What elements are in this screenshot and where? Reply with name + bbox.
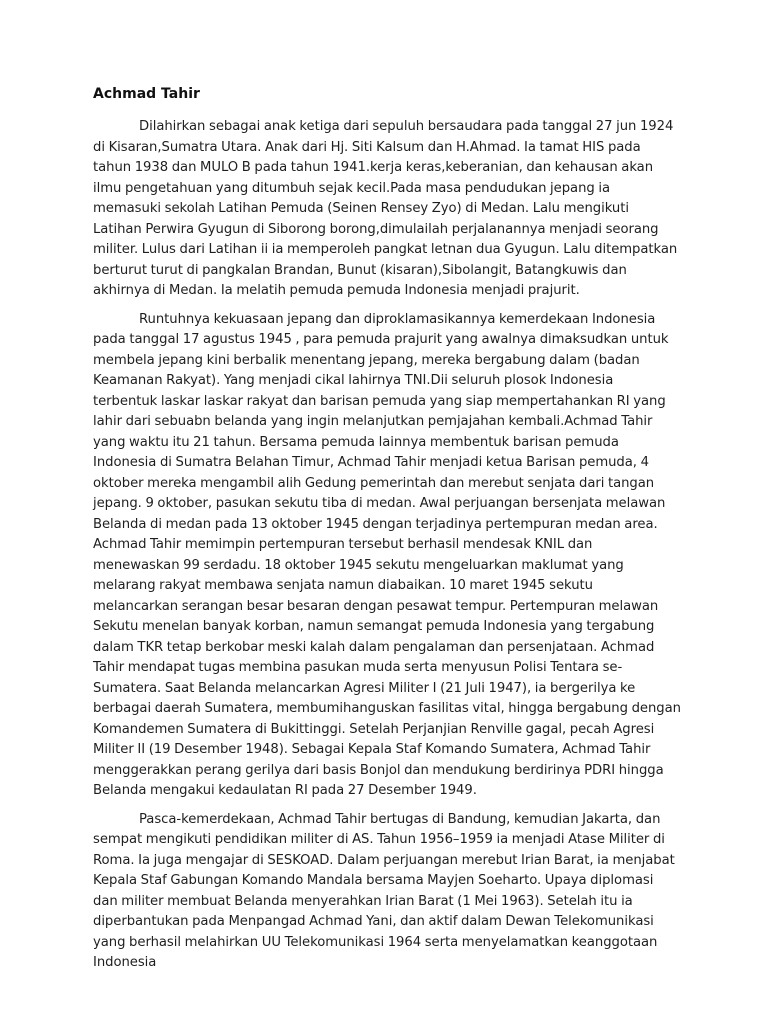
paragraph-independence-struggle: Runtuhnya kekuasaan jepang dan diproklamasikannya kemerdekaan Indonesia pada tanggal 17 agustus 1945 , para pemuda prajurit yang awalnya dimaksudkan untuk membela jepang kini berbalik menentang jepang, mereka bergabung dalam (badan Keamanan Rakyat). Yang menjadi cikal lahirnya TNI.Dii seluruh plosok Indonesia terbentuk laskar laskar rakyat dan barisan pemuda yang siap mempertahankan RI yang lahir dari sebuabn belanda yang ingin melanjutkan pemjajahan kembali.Achmad Tahir yang waktu itu 21 tahun. Bersama pemuda lainnya membentuk barisan pemuda Indonesia di Sumatra Belahan Timur, Achmad Tahir menjadi ketua Barisan pemuda, 4 oktober mereka mengambil alih Gedung pemerintah dan merebut senjata dari tangan jepang. 9 oktober, pasukan sekutu tiba di medan. Awal perjuangan bersenjata melawan Belanda di medan pada 13 oktober 1945 dengan terjadinya pertempuran medan area. Achmad Tahir memimpin pertempuran tersebut berhasil mendesak KNIL dan menewaskan 99 serdadu. 18 oktober 1945 sekutu mengeluarkan maklumat yang melarang rakyat membawa senjata namun diabaikan. 10 maret 1945 sekutu melancarkan serangan besar besaran dengan pesawat tempur. Pertempuran melawan Sekutu menelan banyak korban, namun semangat pemuda Indonesia yang tergabung dalam TKR tetap berkobar meski kalah dalam pengalaman dan persenjataan. Achmad Tahir mendapat tugas membina pasukan muda serta menyusun Polisi Tentara se-Sumatera. Saat Belanda melancarkan Agresi Militer I (21 Juli 1947), ia bergerilya ke berbagai daerah Sumatera, membumihanguskan fasilitas vital, hingga bergabung dengan Komandemen Sumatera di Bukittinggi. Setelah Perjanjian Renville gagal, pecah Agresi Militer II (19 Desember 1948). Sebagai Kepala Staf Komando Sumatera, Achmad Tahir menggerakkan perang gerilya dari basis Bonjol dan mendukung berdirinya PDRI hingga Belanda mengakui kedaulatan RI pada 27 Desember 1949. [93, 311, 681, 798]
paragraph-birth-and-early-life: Dilahirkan sebagai anak ketiga dari sepuluh bersaudara pada tanggal 27 jun 1924 di Kisaran,Sumatra Utara. Anak dari Hj. Siti Kalsum dan H.Ahmad. Ia tamat HIS pada tahun 1938 dan MULO B pada tahun 1941.kerja keras,keberanian, dan kehausan akan ilmu pengetahuan yang ditumbuh sejak kecil.Pada masa pendudukan jepang ia memasuki sekolah Latihan Pemuda (Seinen Rensey Zyo) di Medan. Lalu mengikuti Latihan Perwira Gyugun di Siborong borong,dimulailah perjalanannya menjadi seorang militer. Lulus dari Latihan ii ia memperoleh pangkat letnan dua Gyugun. Lalu ditempatkan berturut turut di pangkalan Brandan, Bunut (kisaran),Sibolangit, Batangkuwis dan akhirnya di Medan. Ia melatih pemuda pemuda Indonesia menjadi prajurit. [93, 119, 678, 298]
document-body [93, 84, 681, 982]
document-title: Achmad Tahir [93, 86, 200, 102]
paragraph-post-independence: Pasca-kemerdekaan, Achmad Tahir bertugas di Bandung, kemudian Jakarta, dan sempat mengikuti pendidikan militer di AS. Tahun 1956–1959 ia menjadi Atase Militer di Roma. Ia juga mengajar di SESKOAD. Dalam perjuangan merebut Irian Barat, ia menjabat Kepala Staf Gabungan Komando Mandala bersama Mayjen Soeharto. Upaya diplomasi dan militer membuat Belanda menyerahkan Irian Barat (1 Mei 1963). Setelah itu ia diperbantukan pada Menpangad Achmad Yani, dan aktif dalam Dewan Telekomunikasi yang berhasil melahirkan UU Telekomunikasi 1964 serta menyelamatkan keanggotaan Indonesia [93, 811, 675, 970]
